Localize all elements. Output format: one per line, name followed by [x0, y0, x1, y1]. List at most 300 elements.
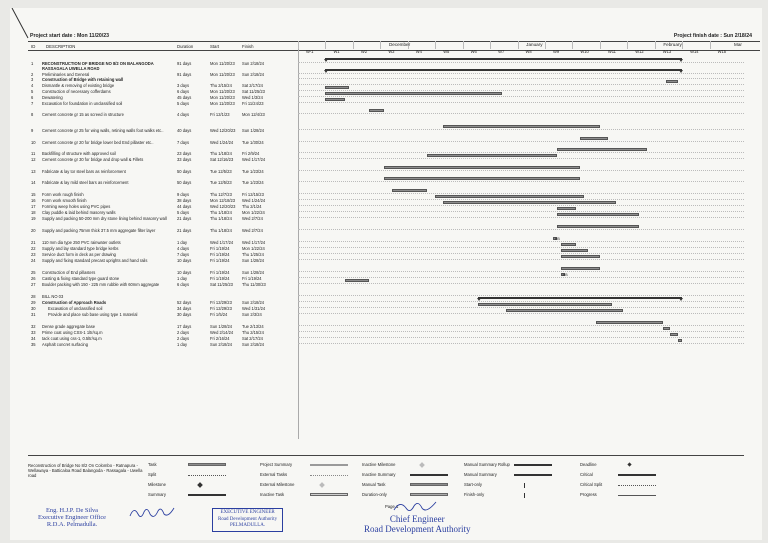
month-label: January: [526, 42, 543, 47]
task-start: Wed 1/17/24: [210, 240, 234, 245]
task-name: Provide and place sub base using type 1 material: [48, 312, 138, 317]
week-label: W10: [580, 49, 589, 54]
task-name: Supply and packing 75mm thick 37.5 mm aggregate filter layer: [42, 228, 156, 233]
task-name: Cement concrete gr 20 for bridge lower bed End pillaster etc..: [42, 140, 154, 145]
task-id: 8: [31, 112, 34, 117]
row-gridline: [298, 325, 744, 326]
task-finish: Sat 2/17/24: [242, 336, 263, 341]
legend-swatch-manual-summary-rollup: [514, 464, 552, 466]
task-name: Dismantle & removing of existing bridge: [42, 83, 115, 88]
handwritten-signature-checked: [128, 502, 176, 524]
week-label: W5: [443, 49, 450, 54]
task-finish: Thu 2/1/24: [242, 204, 262, 209]
task-name: Dense grade aggregate base: [42, 324, 96, 329]
task-id: 18: [31, 210, 36, 215]
task-finish: Sun 2/18/24: [242, 61, 265, 66]
engineer-stamp-left: [38, 507, 106, 529]
task-finish: Tue 1/23/24: [242, 169, 264, 174]
task-name: Cement concrete gr 15 as screed in structure: [42, 112, 124, 117]
task-name: Clay puddle & laid behind masonry walls: [42, 210, 116, 215]
week-label: W15: [717, 49, 727, 54]
task-bar: [345, 279, 369, 282]
week-label: W-1: [306, 49, 314, 54]
task-start: Wed 12/20/23: [210, 128, 236, 133]
task-duration: 17 days: [177, 324, 192, 329]
legend-label: Split: [148, 472, 157, 477]
task-bar: [580, 137, 607, 140]
task-bar: [666, 80, 678, 83]
task-bar: [506, 309, 624, 312]
task-start: Tue 12/5/23: [210, 169, 232, 174]
task-duration: 34 days: [177, 306, 192, 311]
task-finish: Thu 2/15/24: [242, 330, 264, 335]
task-finish: Fri 12/15/23: [242, 192, 264, 197]
task-name: Backfilling of structure with approved soil: [42, 151, 116, 156]
task-bar: [561, 249, 588, 252]
task-id: 12: [31, 157, 36, 162]
task-bar: [384, 177, 580, 180]
task-name: Cement concrete gr 25 for wing walls, retining walls foot walks etc..: [42, 128, 164, 133]
task-duration: 1 day: [177, 342, 188, 347]
legend-swatch-finish-only: [524, 493, 525, 498]
legend-swatch-task: [188, 463, 226, 466]
task-finish: Fri 2/9/24: [242, 151, 260, 156]
week-label: W7: [498, 49, 505, 54]
task-start: Wed 2/14/24: [210, 330, 234, 335]
task-bar: [678, 339, 682, 342]
task-start: Thu 1/18/24: [210, 228, 232, 233]
task-finish: Sun 1/28/24: [242, 258, 265, 263]
task-start: Thu 1/18/24: [210, 151, 232, 156]
month-label: February: [663, 42, 682, 47]
task-start: Fri 12/29/23: [210, 300, 232, 305]
task-name: RECONSTRUCTION OF BRIDGE NO 8/2 ON BALANGODA RASSAGALA UWELLA ROAD: [42, 61, 154, 71]
task-start: Thu 1/18/24: [210, 210, 232, 215]
row-gridline: [298, 337, 744, 338]
row-gridline: [298, 247, 744, 248]
task-id: 15: [31, 192, 36, 197]
week-label: W3: [388, 49, 395, 54]
task-finish: Sun 2/18/24: [242, 72, 265, 77]
task-bar: [369, 109, 385, 112]
week-label: W2: [360, 49, 368, 54]
task-finish: Wed 1/24/24: [242, 198, 266, 203]
month-label: Mar: [734, 42, 742, 47]
task-name: Form work rough finish: [42, 192, 84, 197]
task-duration: 10 days: [177, 258, 192, 263]
legend-swatch-external-tasks: [310, 475, 348, 476]
task-duration: 7 days: [177, 252, 190, 257]
bar-label: HB: [554, 237, 560, 241]
task-id: 7: [31, 101, 34, 106]
task-start: Fri 12/29/23: [210, 306, 232, 311]
row-gridline: [298, 271, 744, 272]
legend-swatch-milestone: [197, 482, 203, 488]
task-id: 17: [31, 204, 36, 209]
task-bar: [478, 303, 611, 306]
task-finish: Sun 2/18/24: [242, 342, 265, 347]
task-bar: [557, 207, 577, 210]
task-bar: [557, 148, 647, 151]
row-gridline: [298, 102, 744, 103]
task-finish: Tue 2/13/24: [242, 324, 264, 329]
week-label: W9: [552, 49, 560, 54]
week-tick: [572, 41, 573, 49]
stamp-line: Executive Engineer Office: [38, 514, 107, 522]
task-finish: Mon 12/4/23: [242, 112, 265, 117]
task-name: Excavation for foundation in unclassified soil: [42, 101, 123, 106]
task-finish: Sun 1/28/24: [242, 270, 265, 275]
task-id: 30: [31, 306, 36, 311]
task-finish: Fri 1/19/24: [242, 276, 262, 281]
task-name: Boulder packing with 150 - 225 mm rubble with 60mm aggregate: [42, 282, 160, 287]
week-tick: [380, 41, 381, 49]
task-bar: [561, 267, 600, 270]
task-id: 14: [31, 180, 36, 185]
legend-swatch-summary: [188, 494, 226, 496]
task-id: 25: [31, 270, 36, 275]
task-id: 19: [31, 216, 36, 221]
task-bar: [557, 225, 639, 228]
legend-swatch-manual-summary: [514, 474, 552, 476]
row-gridline: [298, 158, 744, 159]
row-gridline: [298, 113, 744, 114]
summary-bar: [325, 69, 682, 71]
task-id: 3: [31, 77, 34, 82]
task-bar: [596, 321, 663, 324]
task-bar: [561, 243, 577, 246]
legend-swatch-external-milestone: [319, 482, 325, 488]
legend-label: Inactive Summary: [362, 472, 396, 477]
row-gridline: [298, 84, 744, 85]
task-name: Supply and packing 50-200 mm dry stone lining behind masonry wall: [42, 216, 167, 221]
task-id: 32: [31, 324, 36, 329]
task-duration: 30 days: [177, 312, 192, 317]
row-gridline: [298, 141, 744, 142]
task-name: Excavation of unclassified soil: [48, 306, 103, 311]
task-start: Mon 11/20/23: [210, 95, 235, 100]
task-start: Fri 1/19/24: [210, 258, 230, 263]
row-gridline: [298, 199, 744, 200]
task-finish: Fri 11/24/23: [242, 101, 264, 106]
legend-label: Manual Summary: [464, 472, 497, 477]
legend-label: Manual Summary Rollup: [464, 462, 510, 467]
task-name: Fabricate & lay mild steel bars as reinforcement: [42, 180, 129, 185]
row-gridline: [298, 96, 744, 97]
week-tick: [682, 41, 683, 49]
task-name: Construction of necessary cofferdams: [42, 89, 111, 94]
project-start-date: Project start date : Mon 11/20/23: [30, 33, 109, 39]
task-finish: Thu 11/30/23: [242, 282, 266, 287]
task-start: Mon 12/18/23: [210, 198, 236, 203]
row-gridline: [298, 152, 744, 153]
stamp-line: PELMADULLA.: [230, 523, 266, 529]
task-name: Construction of Approach Roads: [42, 300, 107, 305]
stamp-line: Chief Engineer: [389, 514, 445, 524]
task-start: Sun 2/18/24: [210, 342, 233, 347]
task-finish: Sun 1/28/24: [242, 128, 265, 133]
task-start: Fri 12/1/23: [210, 112, 230, 117]
task-duration: 2 days: [177, 336, 190, 341]
task-start: Thu 12/7/23: [210, 192, 232, 197]
task-start: Fri 2/16/24: [210, 336, 230, 341]
task-bar: [443, 201, 615, 204]
task-start: Wed 1/24/24: [210, 140, 234, 145]
row-gridline: [298, 205, 744, 206]
task-id: 9: [31, 128, 34, 133]
row-gridline: [298, 129, 744, 130]
task-id: 28: [31, 294, 36, 299]
row-gridline: [298, 301, 744, 302]
stamp-line: Eng. H.J.P. De Silva: [46, 507, 99, 514]
task-start: Fri 1/5/24: [210, 312, 228, 317]
row-gridline: [298, 331, 744, 332]
task-bar: [561, 255, 600, 258]
week-tick: [655, 41, 656, 49]
task-id: 23: [31, 252, 36, 257]
task-id: 16: [31, 198, 36, 203]
task-bar: [325, 98, 345, 101]
row-gridline: [298, 73, 744, 74]
task-name: Forming weep holes using PVC pipes: [42, 204, 111, 209]
task-duration: 45 days: [177, 95, 192, 100]
task-duration: 40 days: [177, 128, 192, 133]
legend-swatch-critical-split: [618, 485, 656, 486]
task-start: Tue 12/5/23: [210, 180, 232, 185]
task-finish: Tue 1/30/24: [242, 140, 264, 145]
week-tick: [353, 41, 354, 49]
task-name: Construction of Bridge with retaining wall: [42, 77, 124, 82]
task-name: Asphalt concret surfacing: [42, 342, 88, 347]
task-duration: 6 days: [177, 89, 190, 94]
legend-label: Project Summary: [260, 462, 293, 467]
task-bar: [443, 125, 600, 128]
task-bar: [557, 213, 639, 216]
task-name: Form work smooth finish: [42, 198, 87, 203]
task-finish: Wed 1/31/24: [242, 306, 266, 311]
task-duration: 2 days: [177, 330, 190, 335]
month-label: December: [388, 42, 411, 47]
legend-swatch-inactive-task: [310, 493, 348, 496]
task-name: Preliminaries and General: [42, 72, 90, 77]
task-id: 33: [31, 330, 36, 335]
task-finish: Tue 1/23/24: [242, 180, 264, 185]
col-duration: Duration: [177, 44, 194, 49]
legend-swatch-inactive-milestone: [419, 462, 425, 468]
legend-label: Critical: [580, 472, 593, 477]
week-tick: [463, 41, 464, 49]
week-tick: [710, 41, 711, 49]
task-duration: 4 days: [177, 112, 190, 117]
task-id: 6: [31, 95, 34, 100]
task-duration: 52 days: [177, 300, 192, 305]
task-id: 24: [31, 258, 36, 263]
task-start: Fri 1/19/24: [210, 246, 230, 251]
task-duration: 21 days: [177, 228, 192, 233]
legend-swatch-project-summary: [310, 464, 348, 466]
task-finish: Wed 2/7/24: [242, 216, 263, 221]
legend-label: Manual Task: [362, 482, 386, 487]
task-finish: Mon 1/22/24: [242, 210, 265, 215]
summary-bar: [325, 58, 682, 60]
col-finish: Finish: [242, 44, 254, 49]
row-gridline: [298, 277, 744, 278]
task-start: Mon 11/20/23: [210, 89, 235, 94]
col-id: ID: [31, 44, 36, 49]
row-gridline: [298, 90, 744, 91]
task-duration: 6 days: [177, 282, 190, 287]
legend-label: External Milestone: [260, 482, 295, 487]
task-id: 2: [31, 72, 34, 77]
row-gridline: [298, 170, 744, 171]
task-duration: 91 days: [177, 61, 192, 66]
col-description: DESCRIPTION: [46, 44, 76, 49]
task-start: Mon 11/20/23: [210, 61, 235, 66]
task-finish: Wed 1/3/24: [242, 95, 263, 100]
legend-label: Finish-only: [464, 492, 485, 497]
task-duration: 1 day: [177, 276, 188, 281]
task-start: Fri 1/19/24: [210, 270, 230, 275]
task-duration: 10 days: [177, 270, 192, 275]
task-id: 27: [31, 282, 36, 287]
stamp-line: EXECUTIVE ENGINEER: [220, 510, 275, 515]
task-id: 13: [31, 169, 36, 174]
legend-label: Milestone: [148, 482, 166, 487]
row-gridline: [298, 259, 744, 260]
legend-label: Deadline: [580, 462, 597, 467]
task-start: Sat 12/16/23: [210, 157, 234, 162]
task-id: 10: [31, 140, 36, 145]
task-finish: Sun 2/3/24: [242, 312, 262, 317]
task-name: Service duct form in deck as per drawing: [42, 252, 116, 257]
legend-label: Task: [148, 462, 157, 467]
task-id: 31: [31, 312, 36, 317]
row-gridline: [298, 343, 744, 344]
legend-label: Start-only: [464, 482, 482, 487]
task-name: Supply and lay standard type bridge kerbs: [42, 246, 119, 251]
task-id: 5: [31, 89, 34, 94]
row-gridline: [298, 295, 744, 296]
task-id: 22: [31, 246, 36, 251]
task-id: 34: [31, 336, 36, 341]
task-id: 20: [31, 228, 36, 233]
bar-label: HB: [562, 273, 568, 277]
task-duration: 91 days: [177, 72, 192, 77]
task-start: Thu 1/18/24: [210, 216, 232, 221]
task-name: Cement concrete gr 30 for bridge and drop wall & Fillets: [42, 157, 144, 162]
task-bar: [670, 333, 678, 336]
week-tick: [627, 41, 628, 49]
week-tick: [435, 41, 436, 49]
task-name: Fabricate & lay tor steel bars as reinforcement: [42, 169, 126, 174]
week-label: W14: [690, 49, 699, 54]
legend-project-title: Reconstruction of Bridge No 8/2 On Colombo - Ratnapura - Wellawaya - Batticaloa Road Balangoda - Rassagala - Uwella road: [28, 463, 143, 479]
task-name: Dewatering: [42, 95, 63, 100]
gantt-chart: [298, 41, 744, 439]
week-tick: [490, 41, 491, 49]
task-duration: 5 days: [177, 210, 190, 215]
task-duration: 50 days: [177, 169, 192, 174]
task-bar: [427, 154, 556, 157]
page-number: Page 1: [385, 504, 399, 509]
task-duration: 1 day: [177, 240, 188, 245]
legend-swatch-inactive-summary: [410, 474, 448, 476]
task-finish: Mon 1/22/24: [242, 246, 265, 251]
row-gridline: [298, 181, 744, 182]
task-name: Construction of End pillasters: [42, 270, 96, 275]
row-gridline: [298, 211, 744, 212]
row-gridline: [298, 307, 744, 308]
task-id: 35: [31, 342, 36, 347]
task-name: Prime coat using CSS-1 1ltr/sq.m: [42, 330, 103, 335]
week-tick: [298, 41, 299, 49]
col-start: Start: [210, 44, 220, 49]
row-gridline: [298, 193, 744, 194]
task-duration: 9 days: [177, 192, 190, 197]
stamp-line: Road Development Authority: [218, 516, 278, 522]
week-label: W12: [635, 49, 644, 54]
task-finish: Wed 1/17/24: [242, 240, 266, 245]
week-label: W4: [415, 49, 422, 54]
legend-swatch-deadline: [627, 462, 631, 466]
task-duration: 33 days: [177, 157, 192, 162]
task-id: 11: [31, 151, 36, 156]
legend-swatch-duration-only: [410, 493, 448, 496]
week-label: W11: [607, 49, 616, 54]
task-start: Mon 11/20/23: [210, 72, 235, 77]
week-tick: [325, 41, 326, 49]
task-id: 26: [31, 276, 36, 281]
summary-bar: [478, 297, 682, 299]
legend-label: Inactive Task: [260, 492, 285, 497]
task-duration: 23 days: [177, 151, 192, 156]
row-gridline: [298, 241, 744, 242]
task-start: Fri 1/19/24: [210, 252, 230, 257]
task-start: Fri 1/19/24: [210, 276, 230, 281]
corner-pen-stroke: [10, 8, 50, 48]
task-bar: [392, 189, 427, 192]
legend-label: Critical Split: [580, 482, 603, 487]
legend: [28, 455, 744, 499]
task-start: Sun 1/28/24: [210, 324, 233, 329]
task-duration: 3 days: [177, 83, 190, 88]
task-bar: [663, 327, 671, 330]
task-duration: 4 days: [177, 246, 190, 251]
legend-swatch-manual-task: [410, 483, 448, 486]
row-gridline: [298, 78, 744, 79]
task-bar: [384, 166, 580, 169]
legend-swatch-progress: [618, 495, 656, 496]
legend-swatch-split: [188, 475, 226, 476]
task-name: Casting & fixing standard type guard stone: [42, 276, 120, 281]
row-gridline: [298, 253, 744, 254]
task-name: 110 mm dia type 250 PVC rainwater outlets: [42, 240, 121, 245]
week-tick: [545, 41, 546, 49]
week-tick: [600, 41, 601, 49]
task-finish: Sat 11/25/23: [242, 89, 265, 94]
week-label: W8: [525, 49, 532, 54]
task-bar: [435, 195, 584, 198]
week-label: W13: [662, 49, 672, 54]
task-duration: 7 days: [177, 140, 190, 145]
task-start: Sat 11/25/23: [210, 282, 233, 287]
stamp-line: R.D.A. Pelmadulla.: [46, 521, 98, 529]
task-id: 4: [31, 83, 34, 88]
task-duration: 38 days: [177, 198, 192, 203]
legend-label: External Tasks: [260, 472, 288, 477]
legend-label: Progress: [580, 492, 597, 497]
task-bar: [325, 92, 501, 95]
